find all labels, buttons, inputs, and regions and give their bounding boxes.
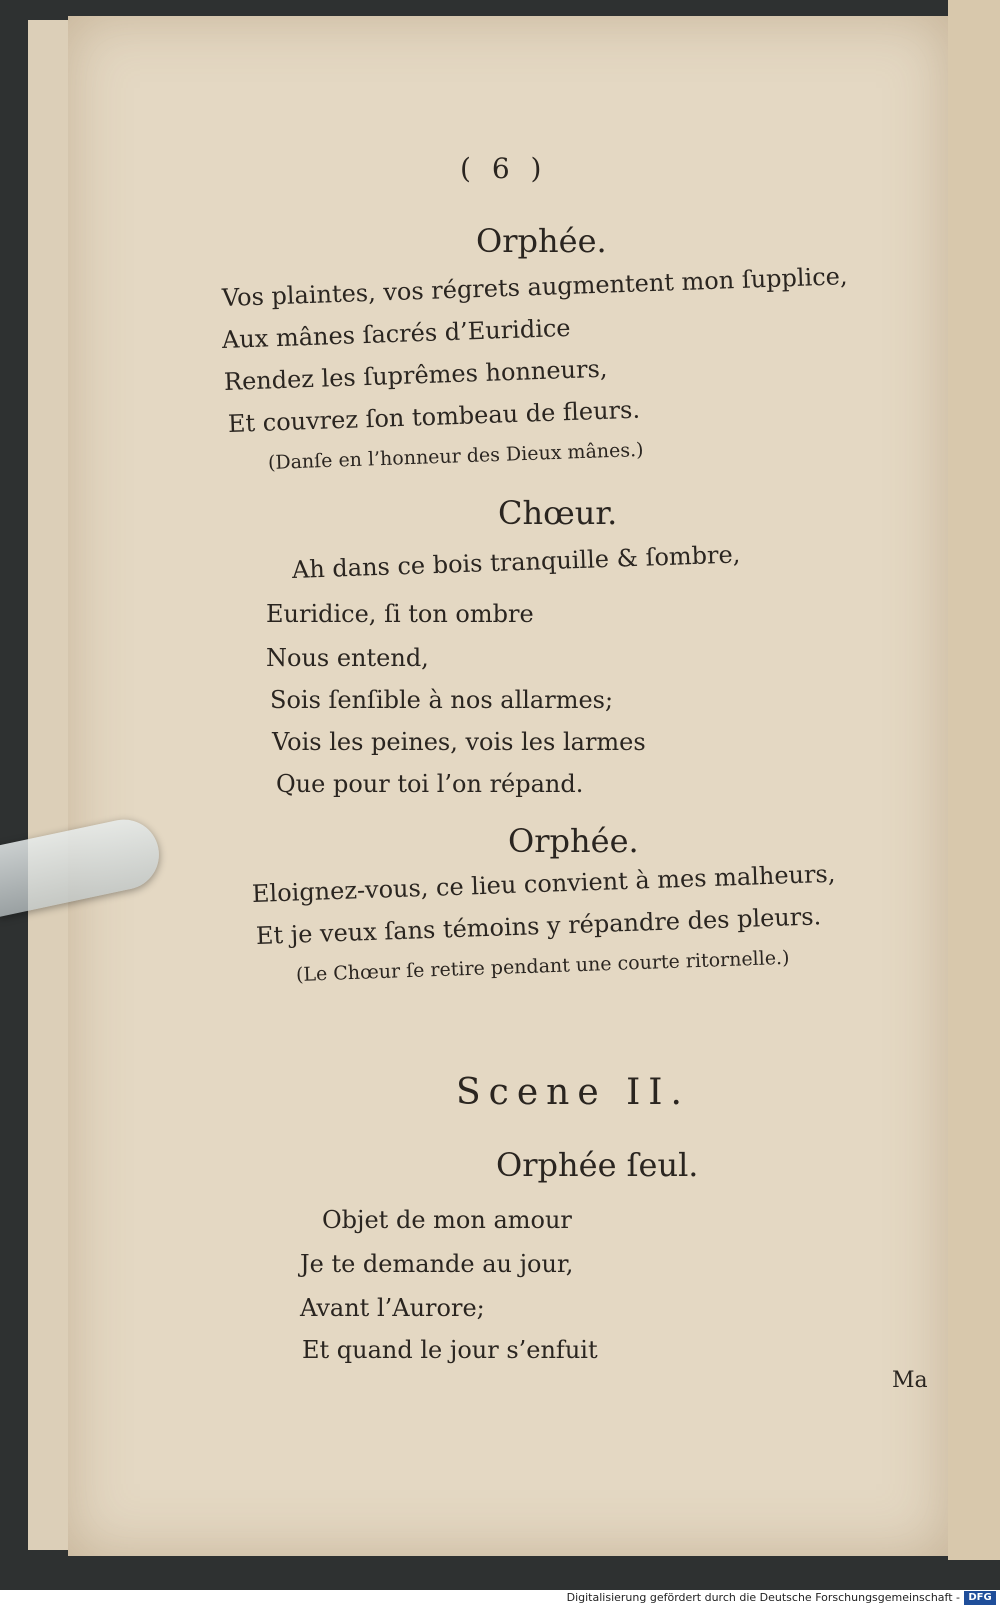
verse-line: Et je veux ſans témoins y répandre des pleurs. — [255, 902, 822, 950]
verse-line: Objet de mon amour — [322, 1206, 572, 1234]
page-number: ( 6 ) — [460, 152, 548, 185]
verse-line: Ah dans ce bois tranquille & ſombre, — [291, 540, 741, 584]
verse-line: Et quand le jour s’enfuit — [302, 1336, 598, 1364]
verse-line: Et couvrez ſon tombeau de fleurs. — [227, 395, 641, 438]
footer-credit: Digitalisierung gefördert durch die Deutsche Forschungsgemeinschaft - — [566, 1591, 960, 1604]
scene-title: Scene II. — [456, 1072, 690, 1113]
adjacent-page-edge — [948, 0, 1000, 1560]
verse-line: Euridice, ſi ton ombre — [266, 600, 534, 628]
stage-direction: (Le Chœur ſe retire pendant une courte ritornelle.) — [295, 946, 790, 986]
verse-line: Je te demande au jour, — [300, 1250, 574, 1278]
speaker-choeur: Chœur. — [498, 494, 618, 532]
verse-line: Avant l’Aurore; — [300, 1294, 485, 1322]
catchword: Ma — [892, 1368, 928, 1393]
speaker-orphee-seul: Orphée ſeul. — [496, 1146, 699, 1184]
stage-direction: (Danſe en l’honneur des Dieux mânes.) — [267, 438, 644, 474]
dfg-logo: DFG — [964, 1591, 996, 1605]
verse-line: Aux mânes ſacrés d’Euridice — [221, 313, 571, 354]
verse-line: Que pour toi l’on répand. — [276, 770, 584, 798]
verse-line: Vos plaintes, vos régrets augmentent mon ſupplice, — [221, 262, 848, 312]
verse-line: Sois ſenſible à nos allarmes; — [270, 686, 614, 714]
verse-line: Vois les peines, vois les larmes — [272, 728, 646, 756]
speaker-orphee-2: Orphée. — [508, 822, 639, 860]
verse-line: Rendez les ſuprêmes honneurs, — [223, 354, 608, 396]
speaker-orphee-1: Orphée. — [476, 222, 607, 260]
verse-line: Nous entend, — [266, 644, 429, 672]
verse-line: Eloignez-vous, ce lieu convient à mes malheurs, — [251, 859, 836, 908]
